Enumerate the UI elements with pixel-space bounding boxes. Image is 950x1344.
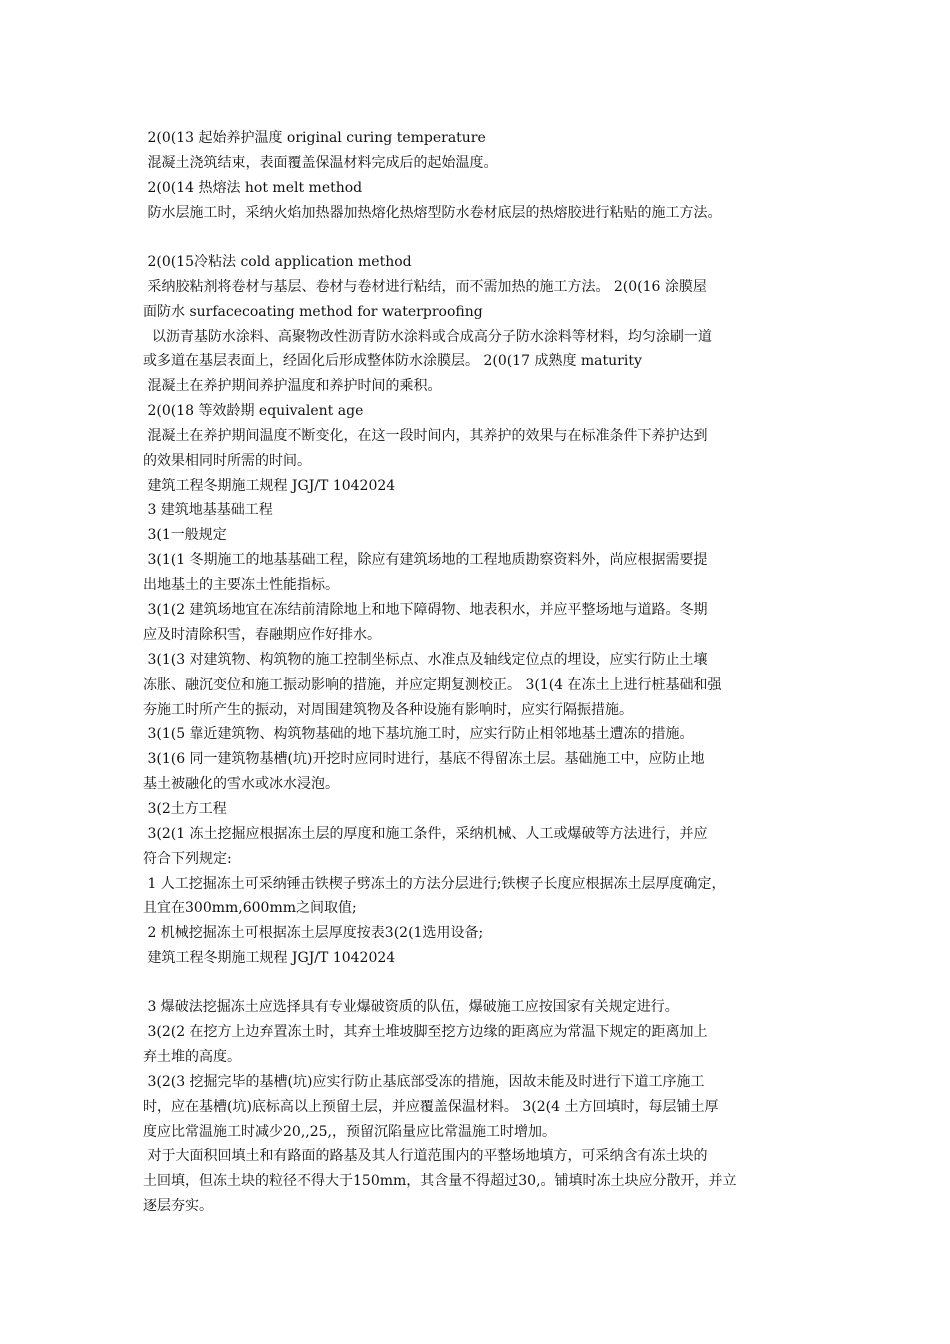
text-line: 出地基土的主要冻土性能指标。 (143, 577, 339, 593)
text-line: 3(1(5 靠近建筑物、构筑物基础的地下基坑施工时，应实行防止相邻地基土遭冻的措施。 (143, 726, 694, 742)
text-line: 符合下列规定: (143, 851, 232, 867)
text-line: 应及时清除积雪，春融期应作好排水。 (143, 627, 381, 643)
text-line: 3(2(3 挖掘完毕的基槽(坑)应实行防止基底部受冻的措施，因故未能及时进行下道工序施工 (143, 1074, 705, 1090)
text-line: 的效果相同时所需的时间。 (143, 453, 311, 469)
text-line: 2(0(18 等效龄期 equivalent age (143, 403, 364, 419)
text-line: 2(0(15冷粘法 cold application method (143, 254, 412, 270)
text-line: 土回填，但冻土块的粒径不得大于150mm，其含量不得超过30,。铺填时冻土块应分散开，并立 (143, 1173, 737, 1189)
text-line: 3(2(2 在挖方上边弃置冻土时，其弃土堆坡脚至挖方边缘的距离应为常温下规定的距离加上 (143, 1024, 708, 1040)
section-heading: 3 建筑地基基础工程 (143, 502, 273, 518)
text-line: 以沥青基防水涂料、高聚物改性沥青防水涂料或合成高分子防水涂料等材料，均匀涂刷一道 (143, 329, 712, 345)
text-line: 混凝土在养护期间养护温度和养护时间的乘积。 (143, 378, 442, 394)
text-line: 冻胀、融沉变位和施工振动影响的措施，并应定期复测校正。 3(1(4 在冻土上进行桩基础和强 (143, 677, 722, 693)
text-line: 对于大面积回填土和有路面的路基及其人行道范围内的平整场地填方，可采纳含有冻土块的 (143, 1148, 708, 1164)
text-line: 夯施工时所产生的振动，对周围建筑物及各种设施有影响时，应实行隔振措施。 (143, 702, 633, 718)
text-line: 建筑工程冬期施工规程 JGJ/T 1042024 (143, 478, 396, 494)
text-line: 且宜在300mm,600mm之间取值; (143, 900, 357, 916)
text-line: 2 机械挖掘冻土可根据冻土层厚度按表3(2(1选用设备; (143, 925, 484, 941)
text-line: 3(1(3 对建筑物、构筑物的施工控制坐标点、水准点及轴线定位点的埋设，应实行防止土壤 (143, 652, 708, 668)
subsection-heading: 3(1一般规定 (143, 527, 227, 543)
text-line: 面防水 surfacecoating method for waterproofing (143, 304, 483, 320)
text-line: 混凝土浇筑结束，表面覆盖保温材料完成后的起始温度。 (143, 155, 498, 171)
text-line: 3(1(1 冬期施工的地基基础工程，除应有建筑场地的工程地质勘察资料外，尚应根据需要提 (143, 552, 708, 568)
text-line: 3(1(2 建筑场地宜在冻结前清除地上和地下障碍物、地表积水，并应平整场地与道路。冬期 (143, 602, 708, 618)
text-line: 采纳胶粘剂将卷材与基层、卷材与卷材进行粘结，而不需加热的施工方法。 2(0(16 涂膜屋 (143, 279, 707, 295)
text-line: 度应比常温施工时减少20,,25,，预留沉陷量应比常温施工时增加。 (143, 1124, 556, 1140)
text-line: 3(2(1 冻土挖掘应根据冻土层的厚度和施工条件，采纳机械、人工或爆破等方法进行，并应 (143, 826, 708, 842)
subsection-heading: 3(2土方工程 (143, 801, 227, 817)
text-line: 1 人工挖掘冻土可采纳锤击铁楔子劈冻土的方法分层进行;铁楔子长度应根据冻土层厚度确定， (143, 876, 726, 892)
text-line: 建筑工程冬期施工规程 JGJ/T 1042024 (143, 950, 396, 966)
text-line: 3(1(6 同一建筑物基槽(坑)开挖时应同时进行，基底不得留冻土层。基础施工中，应防止地 (143, 751, 705, 767)
text-line: 时，应在基槽(坑)底标高以上预留土层，并应覆盖保温材料。 3(2(4 土方回填时，每层铺土厚 (143, 1099, 719, 1115)
text-line: 或多道在基层表面上，经固化后形成整体防水涂膜层。 2(0(17 成熟度 maturity (143, 353, 642, 369)
text-line: 3 爆破法挖掘冻土应选择具有专业爆破资质的队伍，爆破施工应按国家有关规定进行。 (143, 999, 679, 1015)
text-line: 混凝土在养护期间温度不断变化，在这一段时间内，其养护的效果与在标准条件下养护达到 (143, 428, 708, 444)
text-line: 基土被融化的雪水或冰水浸泡。 (143, 776, 339, 792)
text-line: 防水层施工时，采纳火焰加热器加热熔化热熔型防水卷材底层的热熔胶进行粘贴的施工方法。 (143, 205, 722, 221)
text-line: 弃土堆的高度。 (143, 1049, 241, 1065)
text-line: 2(0(13 起始养护温度 original curing temperature (143, 130, 486, 146)
text-line: 2(0(14 热熔法 hot melt method (143, 180, 363, 196)
text-line: 逐层夯实。 (143, 1198, 213, 1214)
